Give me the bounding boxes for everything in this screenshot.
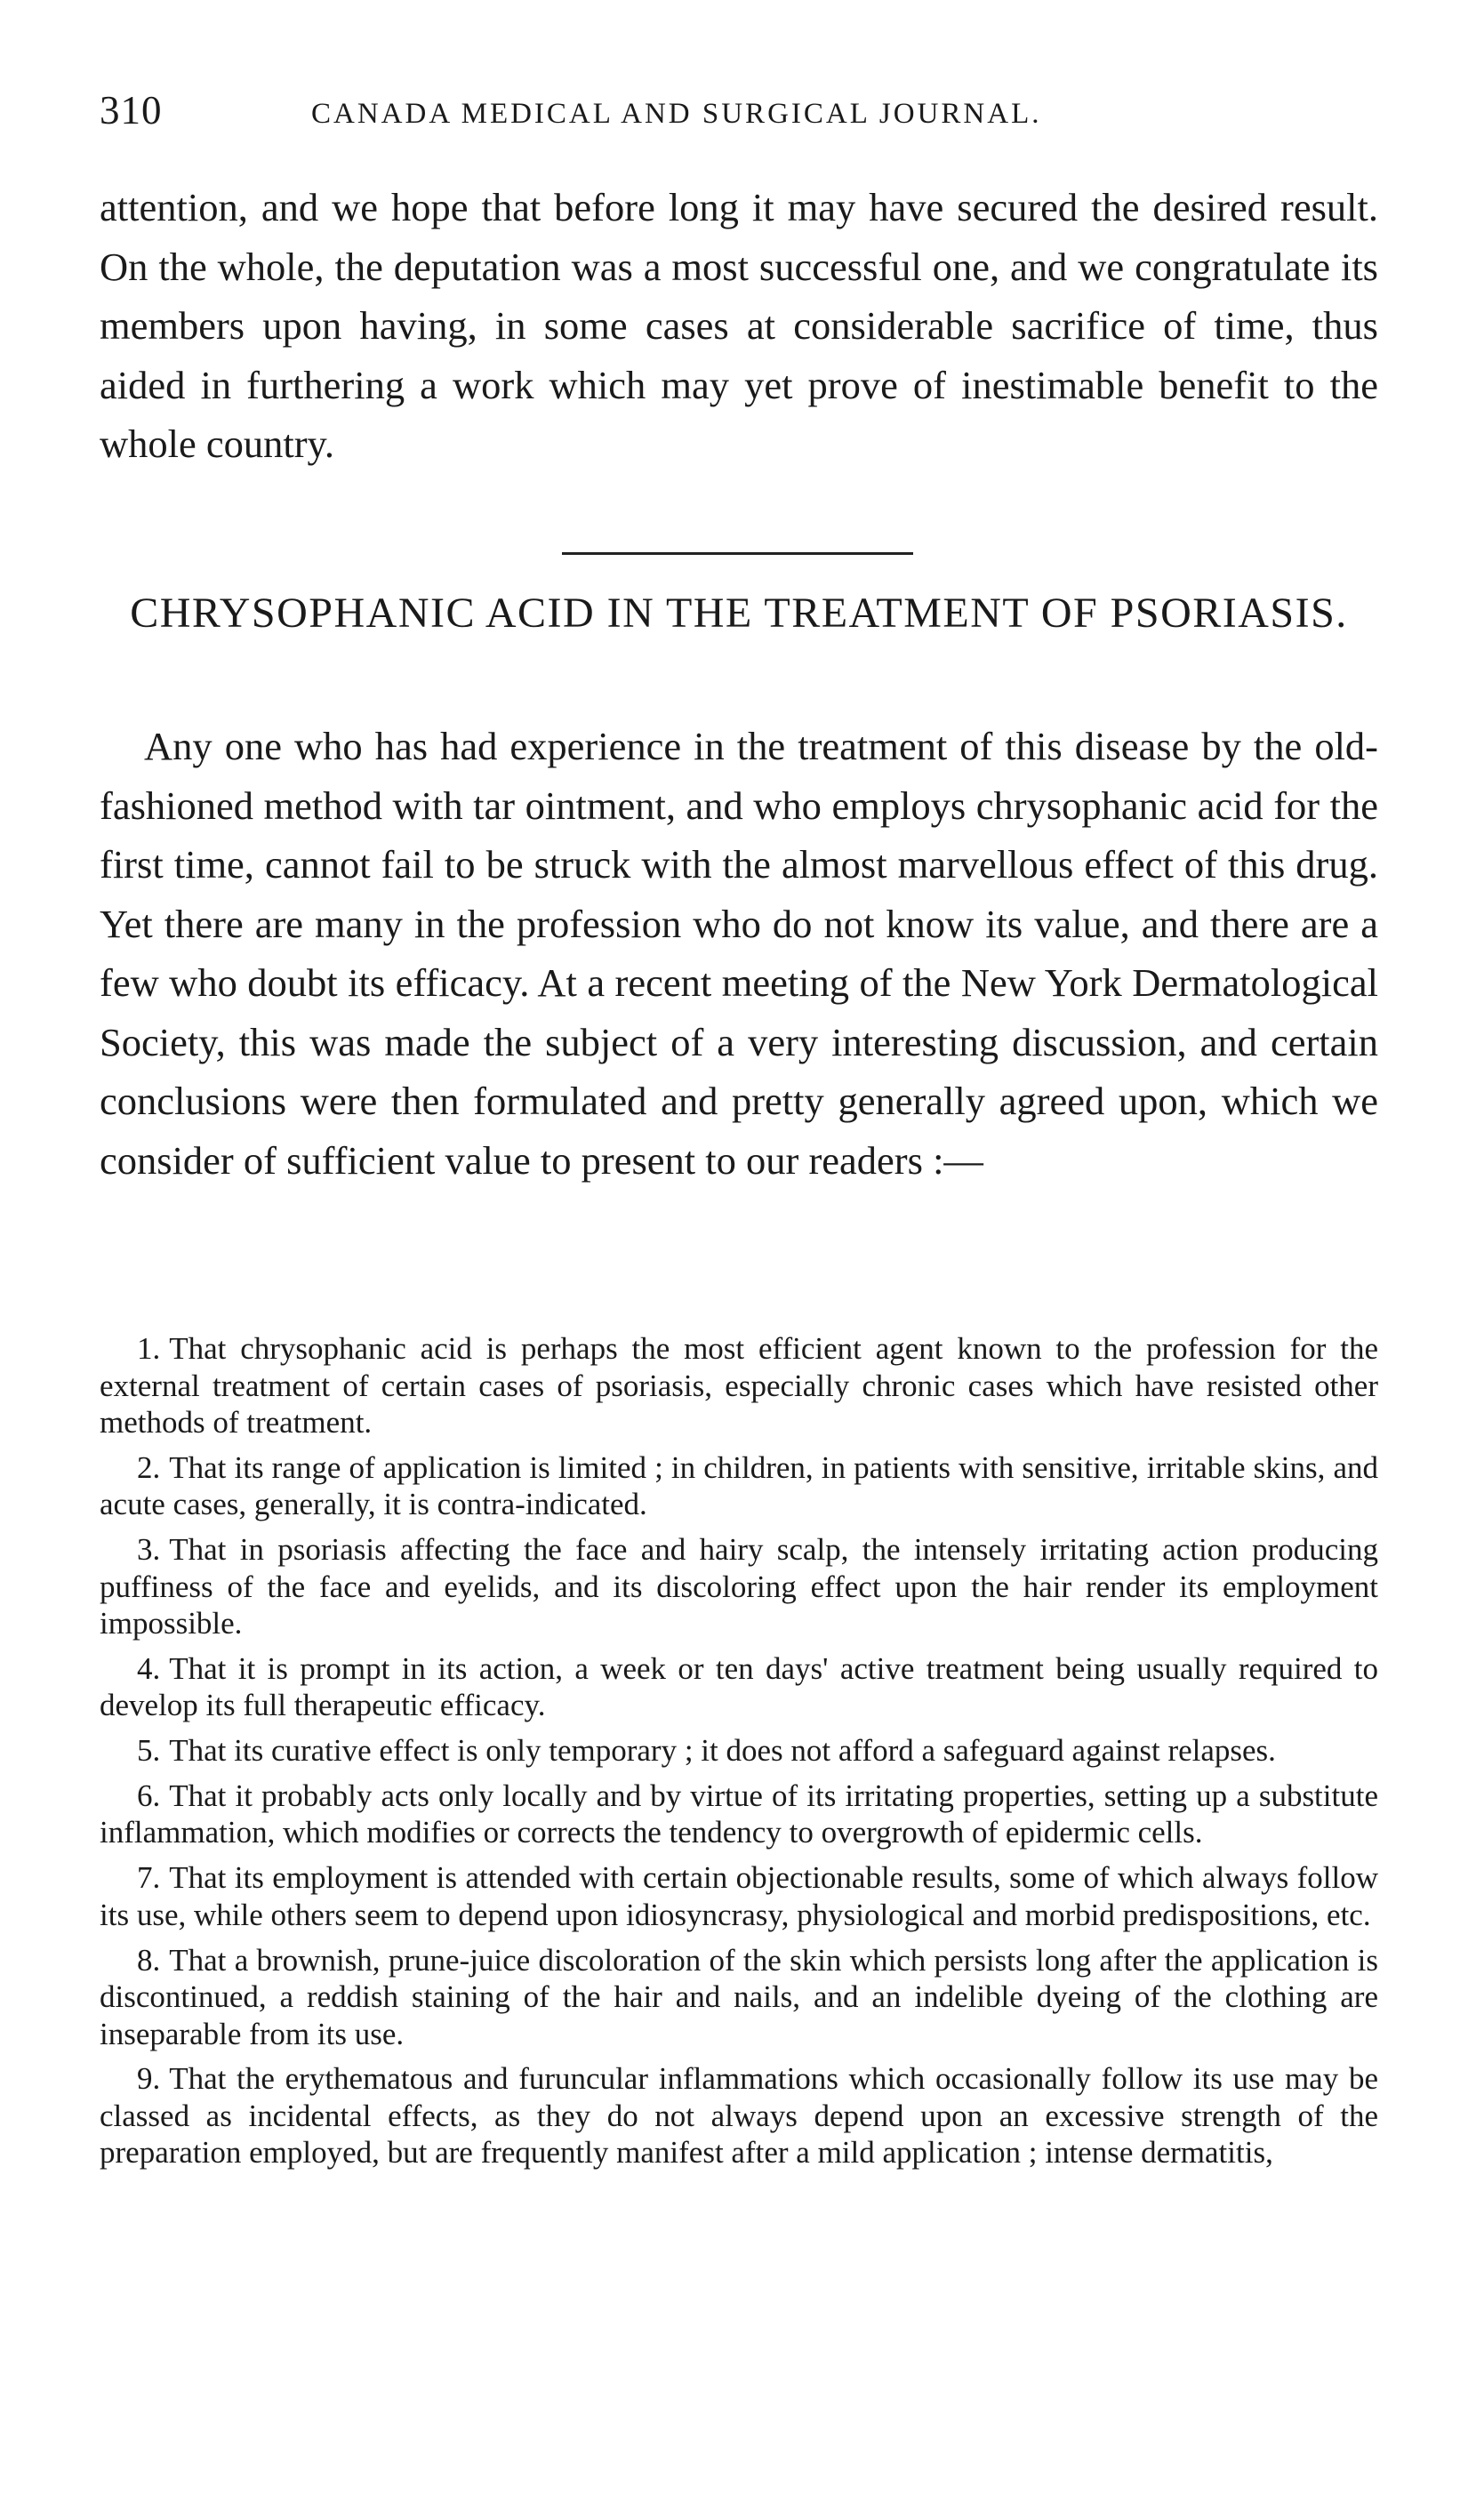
conclusion-number: 7. — [137, 1860, 161, 1896]
conclusion-number: 1. — [137, 1331, 161, 1366]
conclusion-text: That its range of application is limited ; in children, in patients with sensitive, irritable skins, and acute cases, generally, it is contra-indicated. — [100, 1449, 1378, 1522]
conclusion-text: That chrysophanic acid is perhaps the most efficient agent known to the profession for the external treatment of certain cases of psoriasis, especially chronic cases which have resisted other methods of treatment. — [100, 1331, 1378, 1440]
running-head — [100, 87, 1378, 140]
conclusion-number: 2. — [137, 1449, 161, 1485]
intro-paragraph: attention, and we hope that before long it may have secured the desired result. On the whole, the deputation was a most successful one, and we congratulate its members upon having, in some cases at considerable sacrifice of time, thus aided in furthering a work which may yet prove of inestimable benefit to the whole country. — [100, 185, 1378, 466]
article-body-paragraph: Any one who has had experience in the treatment of this disease by the old-fashioned method with tar ointment, and who employs chrysophanic acid for the first time, cannot fail to be struck with the almost marvellous effect of this drug. Yet there are many in the profession who do not know its value, and there are a few who doubt its efficacy. At a recent meeting of the New York Dermatological Society, this was made the subject of a very interesting discussion, and certain conclusions were then formulated and pretty generally agreed upon, which we consider of sufficient value to present to our readers :— — [100, 724, 1378, 1183]
conclusion-item — [100, 1650, 1378, 1724]
journal-title: CANADA MEDICAL AND SURGICAL JOURNAL. — [311, 98, 1042, 130]
conclusion-item — [100, 1449, 1378, 1523]
conclusion-number: 5. — [137, 1733, 161, 1769]
conclusion-text: That in psoriasis affecting the face and hairy scalp, the intensely irritating action producing puffiness of the face and eyelids, and its discoloring effect upon the hair render its employment impossible. — [100, 1532, 1378, 1641]
conclusion-item — [100, 2060, 1378, 2171]
conclusion-number: 8. — [137, 1942, 161, 1978]
conclusion-item — [100, 1942, 1378, 2053]
conclusion-number: 4. — [137, 1650, 161, 1686]
page-number: 310 — [100, 88, 163, 132]
conclusion-item — [100, 1732, 1378, 1770]
conclusion-number: 3. — [137, 1532, 161, 1568]
conclusion-text: That the erythematous and furuncular inflammations which occasionally follow its use may be classed as incidental effects, as they do not always depend upon an excessive strength of the preparation employed, but are frequently manifest after a mild application ; intense dermatitis, — [100, 2061, 1378, 2171]
conclusion-text: That a brownish, prune-juice discoloration of the skin which persists long after the application is discontinued, a reddish staining of the hair and nails, and an indelible dyeing of the clothing are inseparable from its use. — [100, 1942, 1378, 2051]
conclusion-text: That its employment is attended with certain objectionable results, some of which always follow its use, while others seem to depend upon idiosyncrasy, physiological and morbid predispositions, etc. — [100, 1860, 1378, 1932]
conclusion-number: 6. — [137, 1778, 161, 1813]
conclusion-text: That it probably acts only locally and by virtue of its irritating properties, setting up a substitute inflammation, which modifies or corrects the tendency to overgrowth of epidermic cells. — [100, 1778, 1378, 1850]
section-divider — [562, 552, 913, 555]
conclusion-text: That it is prompt in its action, a week or ten days' active treatment being usually required to develop its full therapeutic efficacy. — [100, 1650, 1378, 1723]
conclusion-item — [100, 1330, 1378, 1441]
article-title: CHRYSOPHANIC ACID IN THE TREATMENT OF PSORIASIS. — [130, 590, 1348, 637]
conclusion-text: That its curative effect is only temporary ; it does not afford a safeguard against relapses. — [169, 1733, 1276, 1769]
conclusion-item — [100, 1859, 1378, 1933]
conclusion-item — [100, 1531, 1378, 1642]
conclusion-item — [100, 1778, 1378, 1851]
conclusion-number: 9. — [137, 2061, 161, 2097]
conclusions-list — [100, 1330, 1378, 2179]
